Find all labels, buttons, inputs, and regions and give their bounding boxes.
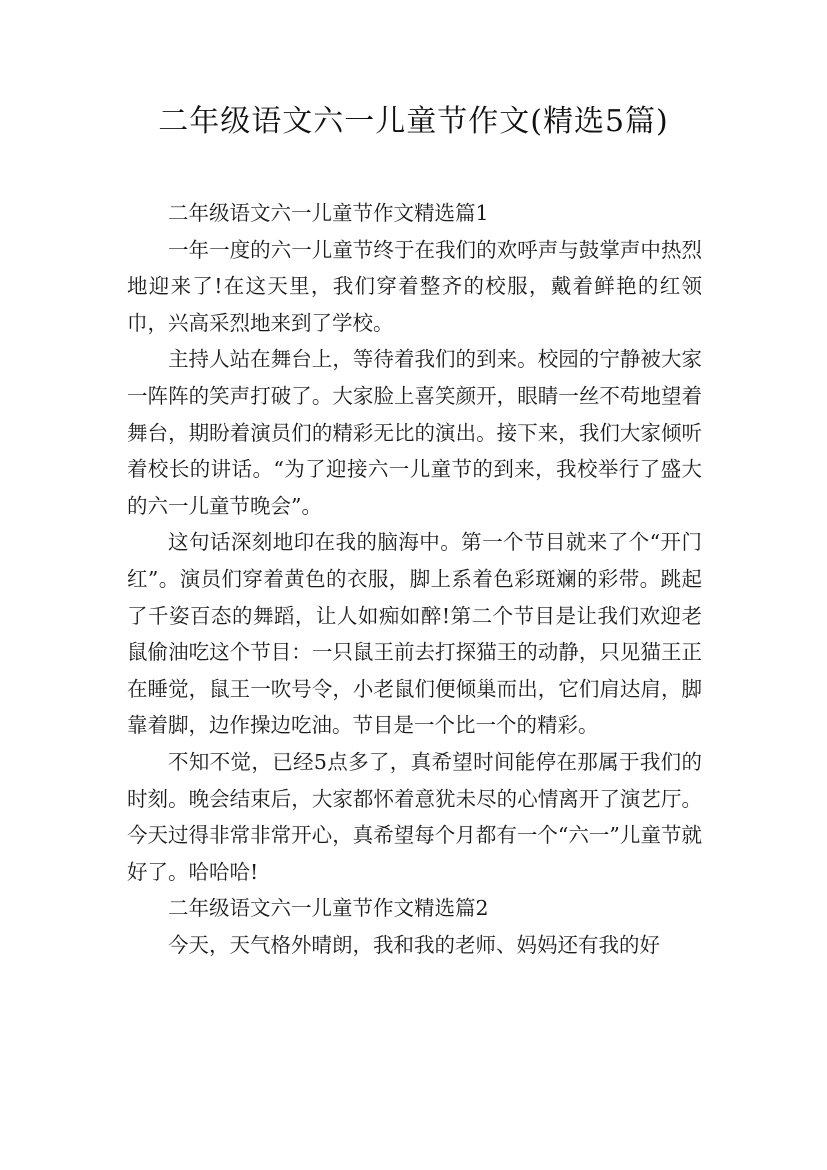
paragraph-4: 不知不觉，已经5点多了，真希望时间能停在那属于我们的时刻。晚会结束后，大家都怀着意犹未尽的心情离开了演艺厅。今天过得非常非常开心，真希望每个月都有一个“六一”儿童节就好了。哈哈哈! xyxy=(127,749,702,884)
section-heading-2: 二年级语文六一儿童节作文精选篇2 xyxy=(168,896,489,921)
paragraph-5: 今天，天气格外晴朗，我和我的老师、妈妈还有我的好 xyxy=(168,932,660,957)
paragraph-2: 主持人站在舞台上，等待着我们的到来。校园的宁静被大家一阵阵的笑声打破了。大家脸上喜笑颜开，眼睛一丝不苟地望着舞台，期盼着演员们的精彩无比的演出。接下来，我们大家倾听着校长的讲话。“为了迎接六一儿童节的到来，我校举行了盛大的六一儿童节晚会”。 xyxy=(127,347,702,518)
paragraph-1: 一年一度的六一儿童节终于在我们的欢呼声与鼓掌声中热烈地迎来了!在这天里，我们穿着整齐的校服，戴着鲜艳的红领巾，兴高采烈地来到了学校。 xyxy=(127,237,702,335)
document-title: 二年级语文六一儿童节作文(精选5篇) xyxy=(158,104,669,139)
document-body xyxy=(127,195,702,963)
section-heading-1: 二年级语文六一儿童节作文精选篇1 xyxy=(168,201,489,225)
paragraph-3: 这句话深刻地印在我的脑海中。第一个节目就来了个“开门红”。演员们穿着黄色的衣服，脚上系着色彩斑斓的彩带。跳起了千姿百态的舞蹈，让人如痴如醉!第二个节目是让我们欢迎老鼠偷油吃这个节目：一只鼠王前去打探猫王的动静，只见猫王正在睡觉，鼠王一吹号令，小老鼠们便倾巢而出，它们肩达肩，脚靠着脚，边作操边吃油。节目是一个比一个的精彩。 xyxy=(127,530,702,738)
